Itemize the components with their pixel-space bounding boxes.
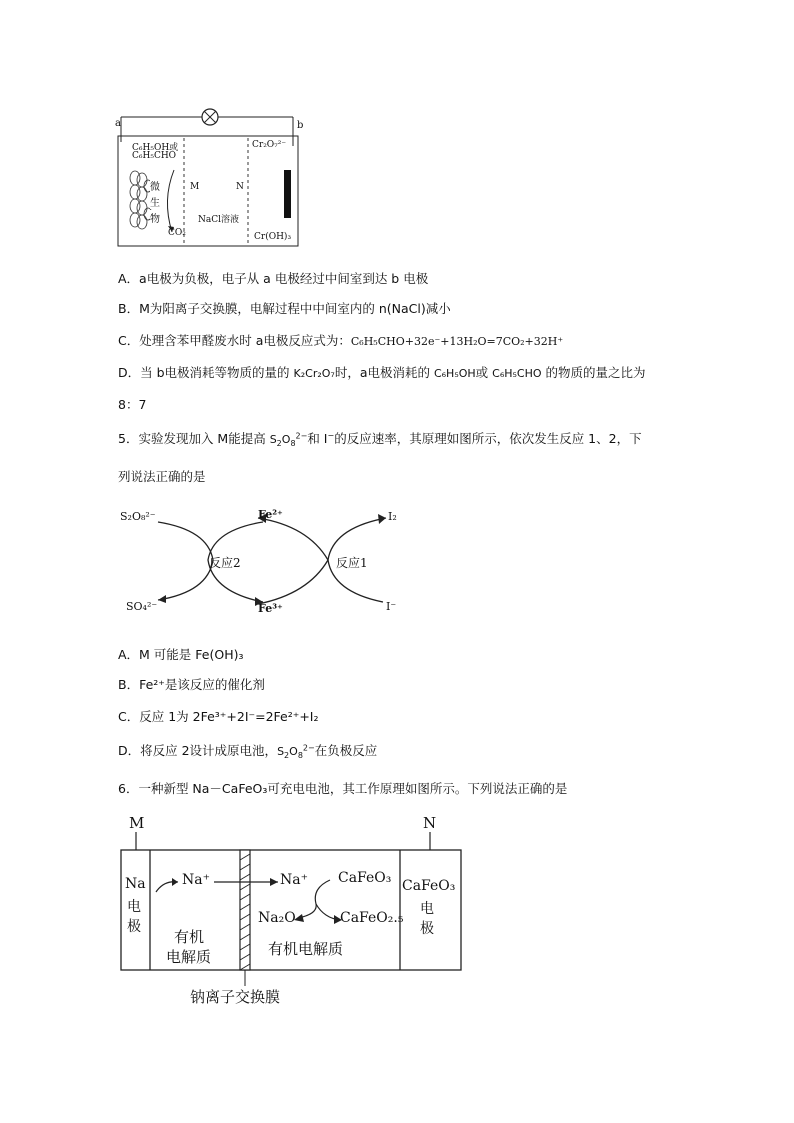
fe3-bottom-label: Fe³⁺ (258, 602, 283, 615)
so4-label: SO₄²⁻ (126, 600, 158, 613)
q4-option-c-equation: C₆H₅CHO+32e⁻+13H₂O=7CO₂+32H⁺ (350, 335, 564, 348)
q4-option-d-species: K₂Cr₂O₇ (293, 367, 335, 380)
cafeo3-electrode-label-1: CaFeO₃ (402, 878, 456, 894)
substrate-label-1: C₆H₅OH或 (132, 143, 179, 153)
q4-option-d-species3: C₆H₅CHO (492, 367, 542, 380)
microbe-char-1: 微 (150, 178, 160, 193)
q4-option-a: A．a电极为负极，电子从 a 电极经过中间室到达 b 电极 (118, 271, 429, 286)
cafeo25-label: CaFeO₂.₅ (340, 910, 404, 926)
q4-option-d-ratio: 8：7 (118, 397, 147, 412)
microbe-char-2: 生 (150, 194, 160, 209)
q5-stem-1b: 和 I (307, 431, 328, 446)
i2-label: I₂ (388, 510, 397, 523)
na2o-label: Na₂O (258, 910, 296, 926)
q4-option-c (118, 332, 563, 351)
cafeo3-electrode-label-2: 电 (420, 901, 434, 917)
electrode-b-label: b (297, 120, 304, 131)
q5-option-a: A．M 可能是 Fe(OH)₃ (118, 647, 244, 662)
q5-option-c: C．反应 1为 2Fe³⁺+2I⁻=2Fe²⁺+I₂ (118, 709, 319, 724)
electrode-a-label: a (115, 118, 121, 129)
terminal-n-label: N (423, 814, 437, 832)
na-plus-left-label: Na⁺ (182, 872, 210, 888)
q5-option-b: B．Fe²⁺是该反应的催化剂 (118, 677, 265, 692)
terminal-m-label: M (129, 814, 145, 832)
q5-stem-line-2: 列说法正确的是 (118, 469, 206, 484)
fe2-top-label: Fe²⁺ (258, 508, 283, 521)
na-plus-right-label: Na⁺ (280, 872, 308, 888)
q4-option-d-tail: 的物质的量之比为 (541, 365, 646, 380)
q5-option-d-a: D．将反应 2设计成原电池， (118, 743, 278, 758)
na-electrode-label-3: 极 (127, 919, 141, 935)
na-electrode-label-2: 电 (127, 899, 141, 915)
membrane-hatch (240, 850, 250, 970)
microbe-coils (130, 171, 152, 229)
organic-left-label-2: 电解质 (166, 948, 212, 966)
reaction2-label: 反应2 (209, 556, 241, 570)
membrane-label: 钠离子交换膜 (190, 988, 281, 1006)
q5-stem-1a: 5．实验发现加入 M能提高 (118, 431, 270, 446)
q4-option-d-mid: 时，a电极消耗的 (334, 365, 434, 380)
q4-option-c-prefix: C．处理含苯甲醛废水时 a电极反应式为： (118, 333, 351, 348)
i-minus-label: I⁻ (386, 600, 397, 613)
na-electrode-label-1: Na (125, 876, 146, 892)
microbe-char-3: 物 (150, 210, 160, 225)
figure-electrolysis-cell (110, 100, 310, 250)
q4-option-b: B．M为阳离子交换膜，电解过程中中间室内的 n(NaCl)减小 (118, 301, 451, 316)
nacl-solution-label: NaCl溶液 (198, 215, 240, 225)
q4-option-d-species2: C₆H₅OH (433, 367, 476, 380)
co2-label: CO₂ (168, 228, 186, 238)
q5-option-d: D．将反应 2设计成原电池，$S_2O_8^{2-}$在负极反应 (118, 743, 378, 761)
organic-left-label-1: 有机 (174, 928, 205, 946)
q4-option-d-prefix: D．当 b电极消耗等物质的量的 (118, 365, 294, 380)
q4-option-d (118, 364, 646, 383)
q5-option-d-b: 在负极反应 (314, 743, 378, 758)
substrate-label-2: C₆H₅CHO (132, 151, 177, 161)
q5-stem-1c: 的反应速率，其原理如图所示，依次发生反应 1、2，下 (334, 431, 642, 446)
chromium-hydroxide-label: Cr(OH)₃ (254, 232, 292, 242)
membrane-n-label: N (236, 182, 244, 192)
membrane-m-label: M (190, 182, 200, 192)
q4-option-d-or: 或 (475, 365, 493, 380)
figure-reaction-cycle (118, 500, 418, 620)
electrode-b-plate (284, 170, 291, 218)
s2o8-label: S₂O₈²⁻ (120, 510, 156, 523)
cafeo3-reactant-label: CaFeO₃ (338, 870, 392, 886)
q5-stem-line-1: 5．实验发现加入 M能提高 $S_2O_8^{2-}$和 I−的反应速率，其原理如图所示，依次发生反应 1、2，下 (118, 430, 642, 449)
dichromate-label: Cr₂O₇²⁻ (252, 140, 287, 150)
cafeo3-electrode-label-3: 极 (420, 921, 434, 937)
organic-right-label: 有机电解质 (268, 940, 344, 958)
q6-stem: 6．一种新型 Na－CaFeO₃可充电电池，其工作原理如图所示。下列说法正确的是 (118, 781, 568, 796)
figure-battery (118, 814, 464, 1010)
reaction1-label: 反应1 (336, 556, 368, 570)
